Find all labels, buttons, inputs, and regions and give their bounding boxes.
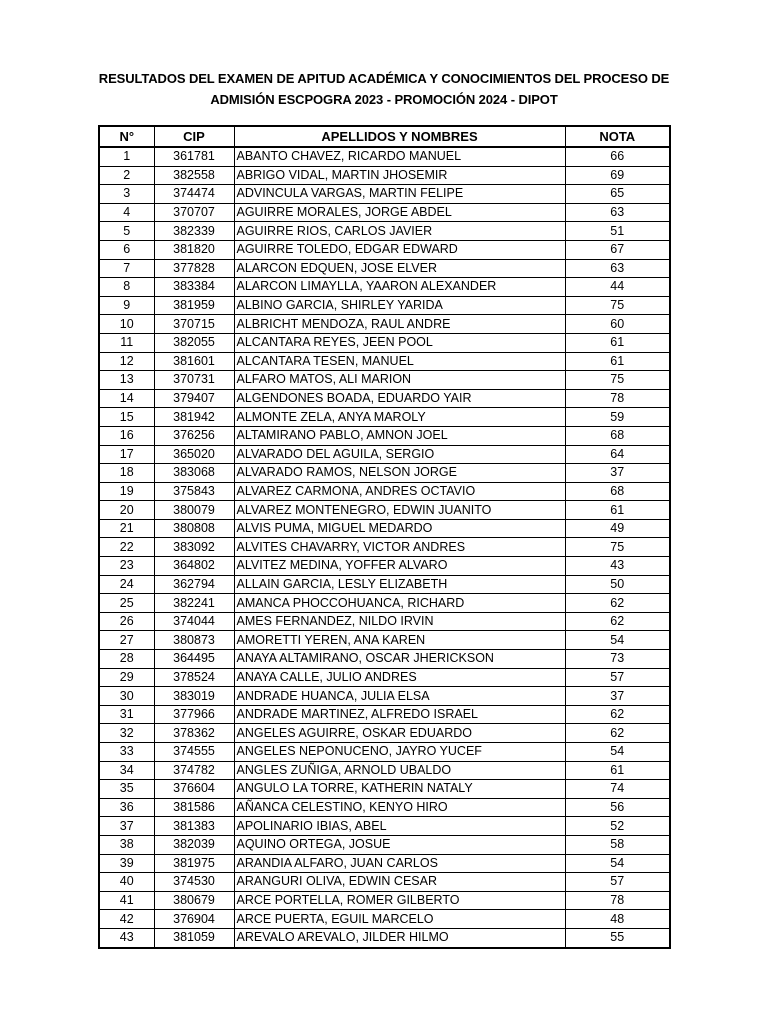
row-name: ABANTO CHAVEZ, RICARDO MANUEL	[234, 147, 565, 166]
table-row	[99, 761, 670, 780]
row-cip: 377966	[154, 705, 234, 724]
row-name: ALVITEZ MEDINA, YOFFER ALVARO	[234, 557, 565, 576]
row-name: AREVALO AREVALO, JILDER HILMO	[234, 928, 565, 947]
row-name: ALGENDONES BOADA, EDUARDO YAIR	[234, 389, 565, 408]
row-name: ANGELES NEPONUCENO, JAYRO YUCEF	[234, 743, 565, 762]
row-cip: 381975	[154, 854, 234, 873]
row-number: 4	[99, 203, 154, 222]
row-cip: 378524	[154, 668, 234, 687]
row-number: 5	[99, 222, 154, 241]
row-number: 27	[99, 631, 154, 650]
row-cip: 361781	[154, 147, 234, 166]
row-nota: 73	[565, 650, 670, 669]
row-number: 1	[99, 147, 154, 166]
row-nota: 37	[565, 687, 670, 706]
table-row	[99, 854, 670, 873]
row-name: AGUIRRE RIOS, CARLOS JAVIER	[234, 222, 565, 241]
row-name: AMES FERNANDEZ, NILDO IRVIN	[234, 612, 565, 631]
table-row	[99, 296, 670, 315]
row-number: 33	[99, 743, 154, 762]
table-row	[99, 185, 670, 204]
row-cip: 382558	[154, 166, 234, 185]
row-cip: 382241	[154, 594, 234, 613]
row-nota: 48	[565, 910, 670, 929]
row-cip: 380079	[154, 501, 234, 520]
row-name: ARANDIA ALFARO, JUAN CARLOS	[234, 854, 565, 873]
row-number: 41	[99, 891, 154, 910]
row-nota: 43	[565, 557, 670, 576]
row-name: ALVITES CHAVARRY, VICTOR ANDRES	[234, 538, 565, 557]
table-row	[99, 928, 670, 947]
table-row	[99, 352, 670, 371]
row-cip: 374474	[154, 185, 234, 204]
row-nota: 69	[565, 166, 670, 185]
row-nota: 56	[565, 798, 670, 817]
row-nota: 49	[565, 519, 670, 538]
row-number: 42	[99, 910, 154, 929]
row-cip: 383019	[154, 687, 234, 706]
row-name: ANDRADE HUANCA, JULIA ELSA	[234, 687, 565, 706]
table-row	[99, 891, 670, 910]
row-name: ANGELES AGUIRRE, OSKAR EDUARDO	[234, 724, 565, 743]
row-name: ARCE PUERTA, EGUIL MARCELO	[234, 910, 565, 929]
row-nota: 52	[565, 817, 670, 836]
table-row	[99, 408, 670, 427]
row-cip: 364802	[154, 557, 234, 576]
row-nota: 65	[565, 185, 670, 204]
row-cip: 380873	[154, 631, 234, 650]
row-nota: 54	[565, 631, 670, 650]
row-nota: 64	[565, 445, 670, 464]
row-nota: 75	[565, 371, 670, 390]
row-name: ANGLES ZUÑIGA, ARNOLD UBALDO	[234, 761, 565, 780]
row-cip: 381959	[154, 296, 234, 315]
row-cip: 370731	[154, 371, 234, 390]
row-nota: 57	[565, 668, 670, 687]
table-row	[99, 240, 670, 259]
table-row	[99, 687, 670, 706]
row-number: 20	[99, 501, 154, 520]
row-number: 22	[99, 538, 154, 557]
table-row	[99, 724, 670, 743]
row-cip: 378362	[154, 724, 234, 743]
row-nota: 58	[565, 835, 670, 854]
row-number: 19	[99, 482, 154, 501]
row-number: 2	[99, 166, 154, 185]
row-nota: 61	[565, 352, 670, 371]
row-number: 3	[99, 185, 154, 204]
row-nota: 54	[565, 743, 670, 762]
row-name: ALBRICHT MENDOZA, RAUL ANDRE	[234, 315, 565, 334]
row-cip: 375843	[154, 482, 234, 501]
table-header	[99, 126, 670, 147]
row-nota: 59	[565, 408, 670, 427]
row-nota: 78	[565, 891, 670, 910]
row-cip: 383384	[154, 278, 234, 297]
table-row	[99, 203, 670, 222]
row-name: ALARCON EDQUEN, JOSE ELVER	[234, 259, 565, 278]
row-number: 38	[99, 835, 154, 854]
row-name: ALMONTE ZELA, ANYA MAROLY	[234, 408, 565, 427]
row-cip: 381059	[154, 928, 234, 947]
table-row	[99, 705, 670, 724]
row-cip: 377828	[154, 259, 234, 278]
row-nota: 61	[565, 333, 670, 352]
row-cip: 376604	[154, 780, 234, 799]
row-cip: 383092	[154, 538, 234, 557]
row-name: APOLINARIO IBIAS, ABEL	[234, 817, 565, 836]
row-name: ALVARADO RAMOS, NELSON JORGE	[234, 464, 565, 483]
row-name: ALVAREZ MONTENEGRO, EDWIN JUANITO	[234, 501, 565, 520]
table-row	[99, 631, 670, 650]
row-cip: 381942	[154, 408, 234, 427]
table-row	[99, 538, 670, 557]
table-row	[99, 817, 670, 836]
table-row	[99, 873, 670, 892]
table-row	[99, 222, 670, 241]
row-name: ANAYA CALLE, JULIO ANDRES	[234, 668, 565, 687]
table-row	[99, 315, 670, 334]
table-row	[99, 612, 670, 631]
row-number: 23	[99, 557, 154, 576]
results-table	[98, 125, 671, 949]
row-cip: 364495	[154, 650, 234, 669]
table-row	[99, 464, 670, 483]
row-nota: 63	[565, 259, 670, 278]
row-name: ALVIS PUMA, MIGUEL MEDARDO	[234, 519, 565, 538]
row-number: 13	[99, 371, 154, 390]
row-nota: 75	[565, 296, 670, 315]
table-row	[99, 166, 670, 185]
title-line-2: ADMISIÓN ESCPOGRA 2023 - PROMOCIÓN 2024 - DIPOT	[210, 92, 558, 107]
row-nota: 37	[565, 464, 670, 483]
row-nota: 74	[565, 780, 670, 799]
row-nota: 66	[565, 147, 670, 166]
row-name: ALARCON LIMAYLLA, YAARON ALEXANDER	[234, 278, 565, 297]
row-name: ALTAMIRANO PABLO, AMNON JOEL	[234, 426, 565, 445]
row-cip: 374555	[154, 743, 234, 762]
row-number: 34	[99, 761, 154, 780]
row-cip: 381383	[154, 817, 234, 836]
row-number: 32	[99, 724, 154, 743]
row-nota: 62	[565, 724, 670, 743]
table-row	[99, 780, 670, 799]
row-nota: 78	[565, 389, 670, 408]
table-row	[99, 910, 670, 929]
row-name: ALBINO GARCIA, SHIRLEY YARIDA	[234, 296, 565, 315]
row-nota: 57	[565, 873, 670, 892]
table-row	[99, 371, 670, 390]
row-cip: 376904	[154, 910, 234, 929]
row-nota: 54	[565, 854, 670, 873]
row-number: 24	[99, 575, 154, 594]
row-number: 14	[99, 389, 154, 408]
row-name: ALVAREZ CARMONA, ANDRES OCTAVIO	[234, 482, 565, 501]
row-number: 16	[99, 426, 154, 445]
row-name: AGUIRRE MORALES, JORGE ABDEL	[234, 203, 565, 222]
row-name: ARCE PORTELLA, ROMER GILBERTO	[234, 891, 565, 910]
row-nota: 61	[565, 501, 670, 520]
row-nota: 44	[565, 278, 670, 297]
row-nota: 75	[565, 538, 670, 557]
table-row	[99, 445, 670, 464]
row-cip: 379407	[154, 389, 234, 408]
table-row	[99, 519, 670, 538]
row-number: 40	[99, 873, 154, 892]
row-number: 10	[99, 315, 154, 334]
row-number: 6	[99, 240, 154, 259]
row-name: ALCANTARA TESEN, MANUEL	[234, 352, 565, 371]
row-cip: 374044	[154, 612, 234, 631]
row-cip: 374782	[154, 761, 234, 780]
row-name: AMORETTI YEREN, ANA KAREN	[234, 631, 565, 650]
row-number: 18	[99, 464, 154, 483]
row-nota: 61	[565, 761, 670, 780]
row-cip: 381601	[154, 352, 234, 371]
row-number: 17	[99, 445, 154, 464]
row-number: 29	[99, 668, 154, 687]
row-cip: 362794	[154, 575, 234, 594]
row-nota: 50	[565, 575, 670, 594]
row-name: ALCANTARA REYES, JEEN POOL	[234, 333, 565, 352]
row-number: 30	[99, 687, 154, 706]
title-line-1: RESULTADOS DEL EXAMEN DE APITUD ACADÉMICA Y CONOCIMIENTOS DEL PROCESO DE	[98, 71, 670, 86]
row-name: ARANGURI OLIVA, EDWIN CESAR	[234, 873, 565, 892]
document-title	[0, 68, 768, 110]
row-number: 43	[99, 928, 154, 947]
header-num: N°	[99, 126, 154, 147]
table-row	[99, 501, 670, 520]
row-number: 25	[99, 594, 154, 613]
row-nota: 62	[565, 594, 670, 613]
table-body	[99, 147, 670, 948]
row-nota: 51	[565, 222, 670, 241]
row-nota: 62	[565, 705, 670, 724]
table-row	[99, 482, 670, 501]
row-name: ANGULO LA TORRE, KATHERIN NATALY	[234, 780, 565, 799]
row-cip: 365020	[154, 445, 234, 464]
row-number: 39	[99, 854, 154, 873]
row-name: ALVARADO DEL AGUILA, SERGIO	[234, 445, 565, 464]
row-number: 9	[99, 296, 154, 315]
row-nota: 63	[565, 203, 670, 222]
row-nota: 68	[565, 482, 670, 501]
row-number: 28	[99, 650, 154, 669]
row-nota: 60	[565, 315, 670, 334]
row-name: ANDRADE MARTINEZ, ALFREDO ISRAEL	[234, 705, 565, 724]
row-name: AQUINO ORTEGA, JOSUE	[234, 835, 565, 854]
row-cip: 376256	[154, 426, 234, 445]
row-name: ALFARO MATOS, ALI MARION	[234, 371, 565, 390]
row-cip: 381586	[154, 798, 234, 817]
row-number: 36	[99, 798, 154, 817]
header-row	[99, 126, 670, 147]
row-nota: 67	[565, 240, 670, 259]
row-number: 26	[99, 612, 154, 631]
row-name: AMANCA PHOCCOHUANCA, RICHARD	[234, 594, 565, 613]
row-cip: 380808	[154, 519, 234, 538]
row-nota: 68	[565, 426, 670, 445]
table-row	[99, 835, 670, 854]
row-cip: 382339	[154, 222, 234, 241]
table-row	[99, 389, 670, 408]
row-name: ALLAIN GARCIA, LESLY ELIZABETH	[234, 575, 565, 594]
table-row	[99, 743, 670, 762]
row-name: ANAYA ALTAMIRANO, OSCAR JHERICKSON	[234, 650, 565, 669]
table-row	[99, 668, 670, 687]
table-row	[99, 650, 670, 669]
row-cip: 370707	[154, 203, 234, 222]
row-cip: 370715	[154, 315, 234, 334]
row-name: AGUIRRE TOLEDO, EDGAR EDWARD	[234, 240, 565, 259]
row-number: 15	[99, 408, 154, 427]
row-cip: 380679	[154, 891, 234, 910]
table-row	[99, 798, 670, 817]
row-name: ABRIGO VIDAL, MARTIN JHOSEMIR	[234, 166, 565, 185]
table-row	[99, 147, 670, 166]
table-row	[99, 575, 670, 594]
row-name: ADVINCULA VARGAS, MARTIN FELIPE	[234, 185, 565, 204]
row-number: 8	[99, 278, 154, 297]
row-name: AÑANCA CELESTINO, KENYO HIRO	[234, 798, 565, 817]
header-name: APELLIDOS Y NOMBRES	[234, 126, 565, 147]
row-cip: 383068	[154, 464, 234, 483]
row-nota: 55	[565, 928, 670, 947]
row-number: 35	[99, 780, 154, 799]
table-row	[99, 333, 670, 352]
row-number: 11	[99, 333, 154, 352]
row-cip: 382055	[154, 333, 234, 352]
table-row	[99, 557, 670, 576]
header-cip: CIP	[154, 126, 234, 147]
table-row	[99, 594, 670, 613]
row-cip: 382039	[154, 835, 234, 854]
row-number: 21	[99, 519, 154, 538]
header-nota: NOTA	[565, 126, 670, 147]
row-cip: 381820	[154, 240, 234, 259]
table-row	[99, 259, 670, 278]
row-cip: 374530	[154, 873, 234, 892]
row-number: 7	[99, 259, 154, 278]
table-row	[99, 426, 670, 445]
row-nota: 62	[565, 612, 670, 631]
row-number: 37	[99, 817, 154, 836]
table-row	[99, 278, 670, 297]
row-number: 31	[99, 705, 154, 724]
row-number: 12	[99, 352, 154, 371]
